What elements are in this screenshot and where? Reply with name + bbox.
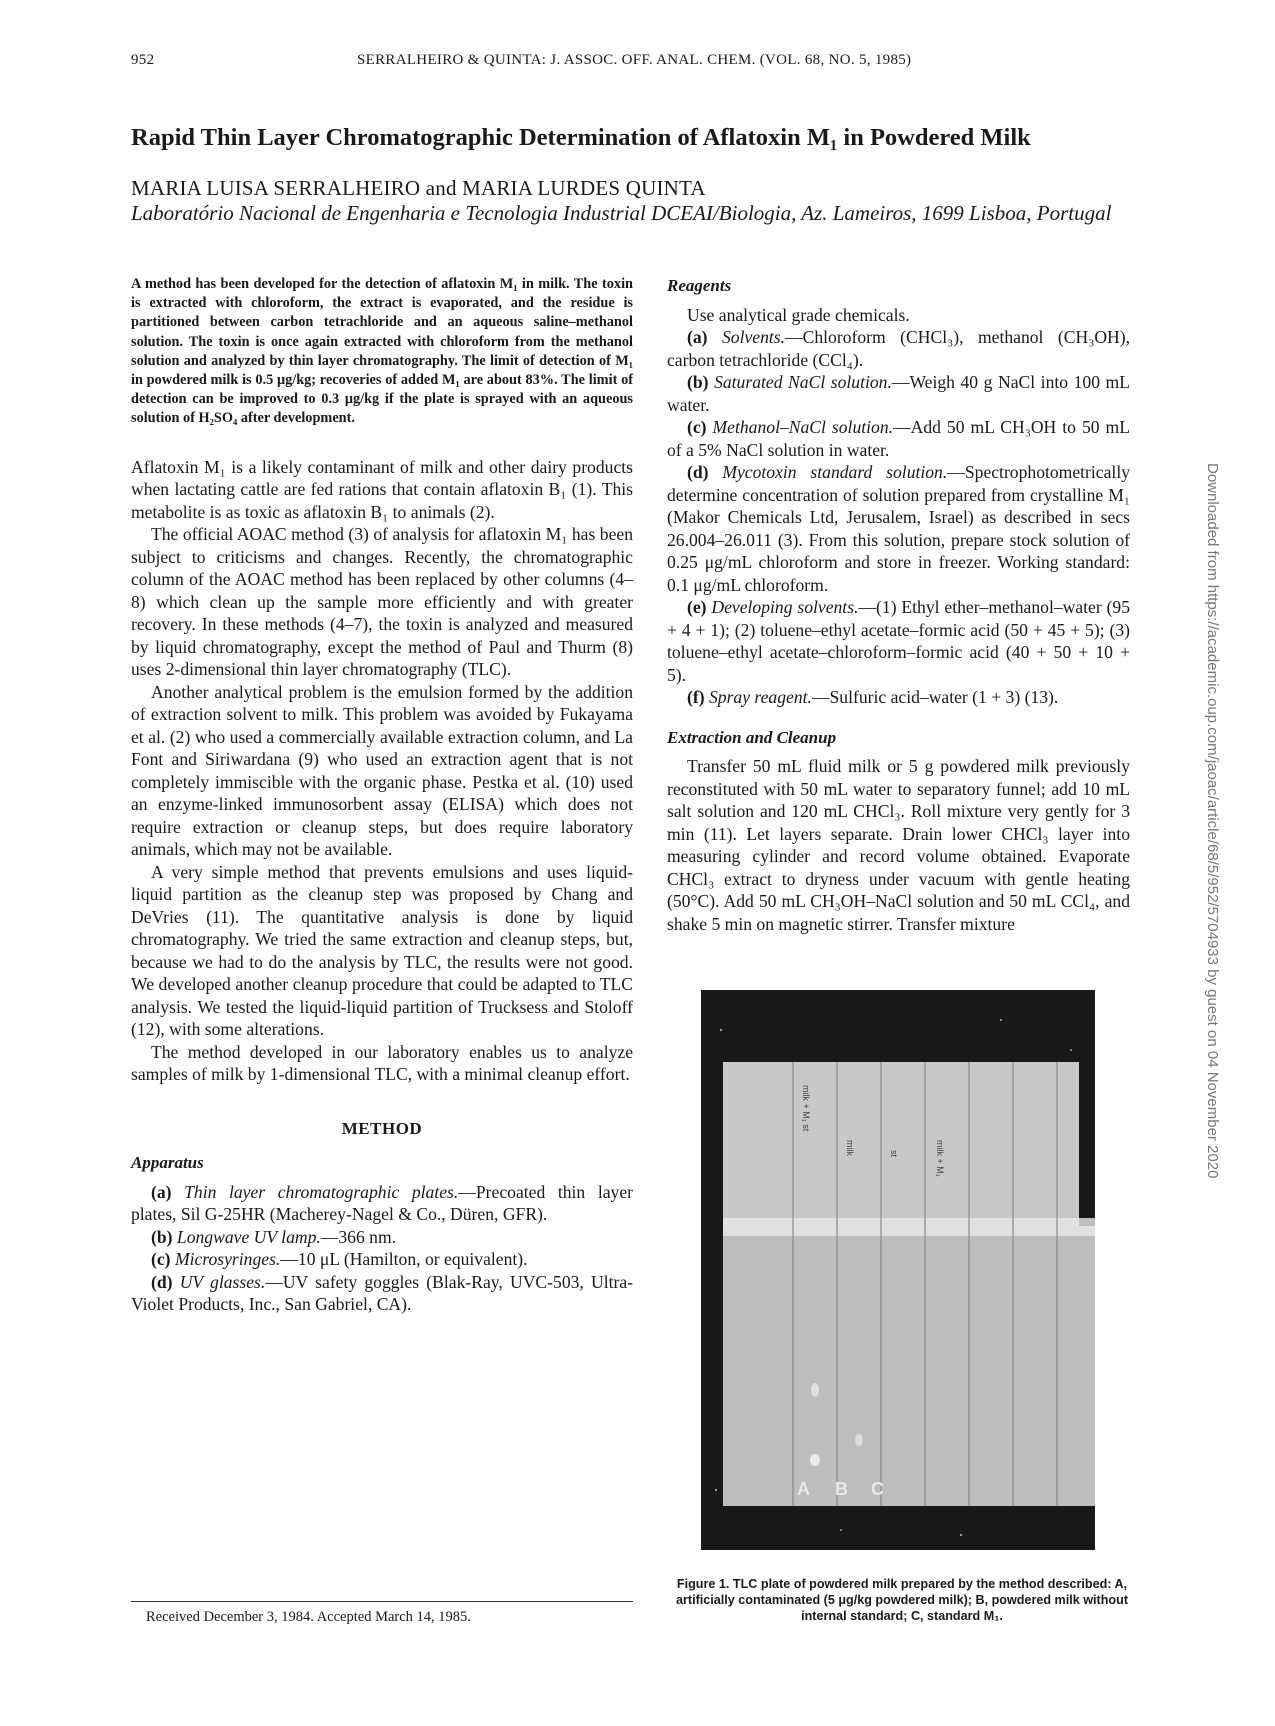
- page-number: 952: [131, 52, 155, 68]
- plate-upper: [723, 1062, 1079, 1230]
- plate-lower: [723, 1226, 1095, 1506]
- figure-caption-text: TLC plate of powdered milk prepared by the method described: A, artificially contaminated (5 μg/kg powdered milk); B, powdered milk without internal standard; C, standard M₁.: [675, 1577, 1129, 1623]
- footnote-divider: [131, 1601, 633, 1602]
- plate-writing-lane-b: milk: [845, 1140, 855, 1156]
- tlc-plate-photo: [701, 990, 1095, 1550]
- intro-paragraph: A very simple method that prevents emulsions and uses liquid-liquid partition as the cleanup step was proposed by Chang and DeVries (11). The quantitative analysis is done by liquid chromatography. We tried the same extraction and cleanup steps, but, because we had to do the analysis by TLC, the results were not good. We developed another cleanup procedure that could be adapted to TLC analysis. We tested the liquid-liquid partition of Trucksess and Stoloff (12), with some alterations.: [131, 861, 633, 1040]
- reagent-item: (d) Mycotoxin standard solution.—Spectrophotometrically determine concentration of solution prepared from crystalline M₁ (Makor Chemicals Ltd, Jerusalem, Israel) as described in secs 26.004–26.011 (3). From this solution, prepare stock solution of 0.25 μg/mL chloroform and store in freezer. Working standard: 0.1 μg/mL chloroform.: [667, 462, 1130, 595]
- extraction-heading: Extraction and Cleanup: [667, 727, 837, 747]
- method-heading: METHOD: [341, 1118, 423, 1138]
- lane-letter-c: C: [871, 1479, 884, 1499]
- plate-writing-lane-a: milk + M₁ st: [801, 1085, 811, 1132]
- reagent-item: (a) Solvents.—Chloroform (CHCl₃), methanol (CH₃OH), carbon tetrachloride (CCl₄).: [667, 327, 1130, 370]
- intro-paragraph: The official AOAC method (3) of analysis for aflatoxin M₁ has been subject to criticisms and changes. Recently, the chromatographic column of the AOAC method has been replaced by other columns (4–8) which clean up the sample more efficiently and with greater recovery. In these methods (4–7), the toxin is analyzed and measured by liquid chromatography, except the method of Paul and Thurm (8) uses 2-dimensional thin layer chromatography (TLC).: [131, 524, 633, 680]
- apparatus-item: (a) Thin layer chromatographic plates.—Precoated thin layer plates, Sil G-25HR (Macherey-Nagel & Co., Düren, GFR).: [131, 1181, 633, 1225]
- extraction-text: Transfer 50 mL fluid milk or 5 g powdered milk previously reconstituted with 50 mL water to separatory funnel; add 10 mL salt solution and 120 mL CHCl₃. Roll mixture very gently for 3 min (11). Let layers separate. Drain lower CHCl₃ layer into measuring cylinder and record volume obtained. Evaporate CHCl₃ extract to dryness under vacuum with gentle heating (50°C). Add 50 mL CH₃OH–NaCl solution and 50 mL CCl₄, and shake 5 min on magnetic stirrer. Transfer mixture: [667, 756, 1130, 934]
- lane-letter-a: A: [797, 1479, 810, 1499]
- download-watermark-text: Downloaded from https://academic.oup.com/jaoac/article/68/5/952/5704933 by guest on 04 November 2020: [1204, 463, 1221, 1179]
- apparatus-item: (c) Microsyringes.—10 μL (Hamilton, or equivalent).: [151, 1249, 528, 1270]
- left-column: [131, 275, 633, 1316]
- intro-paragraph: Another analytical problem is the emulsion formed by the addition of extraction solvent to milk. This problem was avoided by Fukayama et al. (2) who used a commercially available extraction column, and La Font and Siriwardana (9) who used an extraction agent that is not completely immiscible with the organic phase. Pestka et al. (10) used an enzyme-linked immunosorbent assay (ELISA) which does not require extraction or cleanup steps, but does require laboratory animals, which may not be available.: [131, 681, 633, 860]
- figure-caption: [667, 1576, 1137, 1624]
- apparatus-item: (b) Longwave UV lamp.—366 nm.: [151, 1226, 397, 1247]
- reagent-item: (f) Spray reagent.—Sulfuric acid–water (1 + 3) (13).: [687, 687, 1059, 707]
- tlc-plate-illustration: [701, 990, 1095, 1550]
- apparatus-heading: Apparatus: [131, 1153, 204, 1173]
- intro-paragraph: Aflatoxin M₁ is a likely contaminant of milk and other dairy products when lactating cattle are fed rations that contain aflatoxin B₁ (1). This metabolite is as toxic as aflatoxin B₁ to animals (2).: [131, 456, 633, 522]
- reagent-item: (b) Saturated NaCl solution.—Weigh 40 g NaCl into 100 mL water.: [667, 372, 1130, 415]
- download-watermark: [1203, 463, 1225, 1263]
- apparatus-item: (d) UV glasses.—UV safety goggles (Blak-Ray, UVC-503, Ultra-Violet Products, Inc., San Gabriel, CA).: [131, 1271, 634, 1315]
- intro-paragraph: The method developed in our laboratory enables us to analyze samples of milk by 1-dimensional TLC, with a minimal cleanup effort.: [131, 1041, 633, 1085]
- article-title: Rapid Thin Layer Chromatographic Determination of Aflatoxin M₁ in Powdered Milk: [131, 124, 1031, 151]
- figure-label: Figure 1.: [676, 1577, 730, 1591]
- plate-writing-lane-d: milk + M₁: [935, 1140, 945, 1177]
- right-column: [667, 275, 1130, 935]
- received-footnote: Received December 3, 1984. Accepted March 14, 1985.: [146, 1609, 471, 1625]
- reagent-item: (c) Methanol–NaCl solution.—Add 50 mL CH₃OH to 50 mL of a 5% NaCl solution in water.: [667, 417, 1130, 460]
- plate-writing-lane-c: st: [889, 1150, 899, 1158]
- reagents-heading: Reagents: [667, 276, 732, 295]
- reagents-intro: Use analytical grade chemicals.: [687, 304, 910, 325]
- lane-letter-b: B: [835, 1479, 848, 1499]
- solvent-front: [723, 1218, 1095, 1236]
- running-head: SERRALHEIRO & QUINTA: J. ASSOC. OFF. ANAL. CHEM. (VOL. 68, NO. 5, 1985): [357, 52, 912, 68]
- abstract: A method has been developed for the detection of aflatoxin M₁ in milk. The toxin is extracted with chloroform, the extract is evaporated, and the residue is partitioned between carbon tetrachloride and an aqueous saline–methanol solution. The toxin is once again extracted with chloroform from the methanol solution and analyzed by thin layer chromatography. The limit of detection of M₁ in powdered milk is 0.5 μg/kg; recoveries of added M₁ are about 83%. The limit of detection can be improved to 0.3 μg/kg if the plate is sprayed with an aqueous solution of H₂SO₄ after development.: [131, 276, 633, 427]
- reagent-item: (e) Developing solvents.—(1) Ethyl ether–methanol–water (95 + 4 + 1); (2) toluene–ethyl acetate–formic acid (50 + 45 + 5); (3) toluene–ethyl acetate–chloroform–formic acid (40 + 50 + 10 + 5).: [667, 597, 1131, 685]
- affiliation: Laboratório Nacional de Engenharia e Tecnologia Industrial DCEAI/Biologia, Az. Lameiros, 1699 Lisboa, Portugal: [131, 201, 1112, 225]
- authors: MARIA LUISA SERRALHEIRO and MARIA LURDES QUINTA: [131, 176, 706, 200]
